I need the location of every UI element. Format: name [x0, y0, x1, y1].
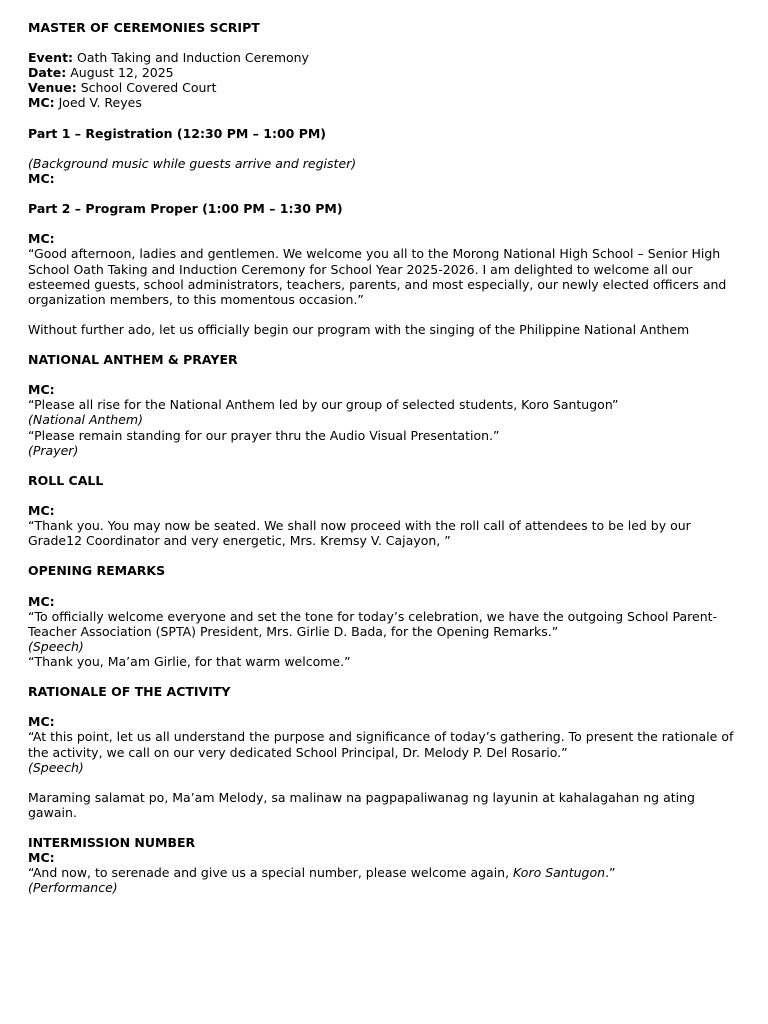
spacer: [28, 141, 740, 156]
spacer: [28, 820, 740, 835]
opening-heading: OPENING REMARKS: [28, 563, 166, 579]
rollcall-line: “Thank you. You may now be seated. We shall now proceed with the roll call of attendees to be led by our Grade12 Coordinator and very energetic, Mrs. Kremsy V. Cajayon, ”: [28, 518, 691, 549]
part1-mc-label: MC:: [28, 170, 55, 186]
meta-date-label: Date:: [28, 65, 67, 81]
meta-mc-value: Joed V. Reyes: [58, 95, 142, 111]
opening-mc-label: MC:: [28, 593, 55, 609]
spacer: [28, 367, 740, 382]
spacer: [28, 669, 740, 684]
anthem-mc-label: MC:: [28, 382, 55, 398]
intermission-heading: INTERMISSION NUMBER: [28, 835, 196, 851]
spacer: [28, 488, 740, 503]
meta-event-label: Event:: [28, 50, 74, 66]
part2-mc-label: MC:: [28, 231, 55, 247]
rationale-thanks: Maraming salamat po, Ma’am Melody, sa malinaw na pagpapaliwanag ng layunin at kahalagahan ng ating gawain.: [28, 789, 695, 820]
intermission-performer: Koro Santugon: [513, 865, 606, 881]
spacer: [28, 216, 740, 231]
document-title: MASTER OF CEREMONIES SCRIPT: [28, 20, 260, 35]
rollcall-heading: ROLL CALL: [28, 472, 104, 488]
part1-note: (Background music while guests arrive and register): [28, 155, 357, 171]
intermission-line-start: “And now, to serenade and give us a special number, please welcome again,: [28, 865, 514, 881]
part1-heading: Part 1 – Registration (12:30 PM – 1:00 PM): [28, 125, 327, 141]
spacer: [28, 775, 740, 790]
spacer: [28, 578, 740, 593]
anthem-note1: (National Anthem): [28, 412, 143, 428]
spacer: [28, 337, 740, 352]
intermission-line-end: .”: [605, 865, 616, 881]
part2-heading: Part 2 – Program Proper (1:00 PM – 1:30 PM): [28, 201, 343, 217]
meta-date-value: August 12, 2025: [70, 65, 174, 81]
meta-venue: [28, 80, 740, 95]
spacer: [28, 458, 740, 473]
spacer: [28, 186, 740, 201]
meta-mc-label: MC:: [28, 95, 55, 111]
spacer: [28, 699, 740, 714]
meta-date: [28, 65, 740, 80]
meta-event: [28, 50, 740, 65]
rationale-line1: “At this point, let us all understand the purpose and significance of today’s gathering. To present the rationale of the activity, we call on our very dedicated School Principal, Dr. Melody P. Del Rosario.”: [28, 729, 734, 760]
spacer: [28, 35, 740, 50]
part2-welcome: “Good afternoon, ladies and gentlemen. We welcome you all to the Morong National High School – Senior High School Oath Taking and Induction Ceremony for School Year 2025-2026. I am delighted to welcome all our esteemed guests, school administrators, teachers, parents, and most especially, our newly elected officers and organization members, to this momentous occasion.”: [28, 246, 727, 307]
meta-venue-label: Venue:: [28, 80, 77, 96]
rollcall-mc-label: MC:: [28, 503, 55, 518]
rationale-note: (Speech): [28, 759, 84, 775]
opening-line1: “To officially welcome everyone and set the tone for today’s celebration, we have the outgoing School Parent-Teacher Association (SPTA) President, Mrs. Girlie D. Bada, for the Opening Remarks.”: [28, 608, 718, 639]
meta-event-value: Oath Taking and Induction Ceremony: [77, 50, 309, 66]
part2-begin: Without further ado, let us officially begin our program with the singing of the Philippine National Anthem: [28, 321, 690, 337]
intermission-line: [28, 865, 740, 880]
script-page: [28, 20, 740, 895]
anthem-line2: “Please remain standing for our prayer thru the Audio Visual Presentation.”: [28, 427, 500, 443]
meta-venue-value: School Covered Court: [80, 80, 217, 96]
meta-mc: [28, 95, 740, 110]
spacer: [28, 548, 740, 563]
spacer: [28, 111, 740, 126]
rationale-mc-label: MC:: [28, 714, 55, 730]
opening-note: (Speech): [28, 638, 84, 654]
spacer: [28, 307, 740, 322]
intermission-mc-label: MC:: [28, 850, 55, 866]
anthem-note2: (Prayer): [28, 442, 79, 458]
rationale-heading: RATIONALE OF THE ACTIVITY: [28, 684, 231, 700]
intermission-note: (Performance): [28, 880, 118, 896]
anthem-line1: “Please all rise for the National Anthem led by our group of selected students, Koro Santugon”: [28, 397, 619, 413]
anthem-heading: NATIONAL ANTHEM & PRAYER: [28, 352, 238, 368]
opening-line2: “Thank you, Ma’am Girlie, for that warm welcome.”: [28, 653, 351, 669]
